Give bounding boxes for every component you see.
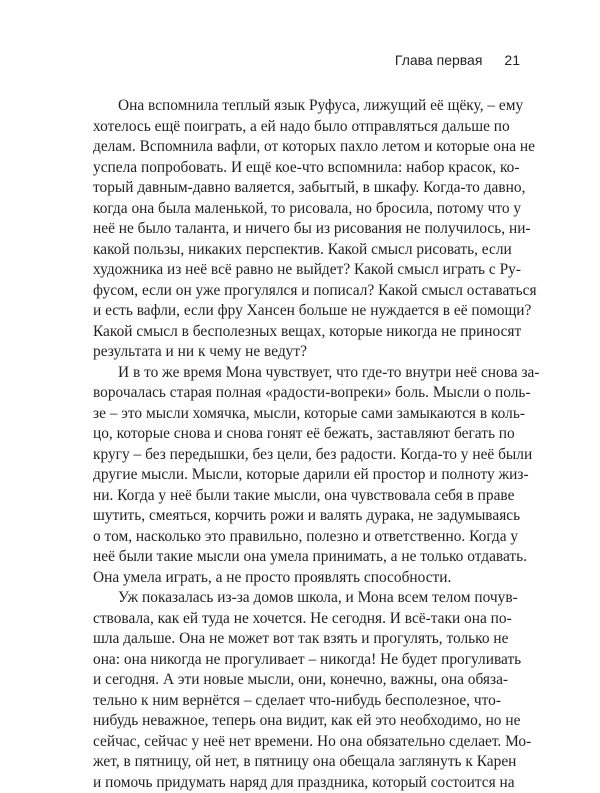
text-line: шла дальше. Она не может вот так взять и прогулять, только не xyxy=(93,629,494,650)
text-line: нибудь неважное, теперь она видит, как ей это необходимо, но не xyxy=(93,711,494,732)
text-line: ствовала, как ей туда не хочется. Не сегодня. И всё-таки она по- xyxy=(93,609,494,630)
text-line: сейчас, сейчас у неё нет времени. Но она обязательно сделает. Мо- xyxy=(93,732,494,753)
text-line: зе – это мысли хомячка, мысли, которые сами замыкаются в коль- xyxy=(93,404,494,425)
chapter-title: Глава первая xyxy=(395,52,483,68)
text-line: какой пользы, никаких перспектив. Какой смысл рисовать, если xyxy=(93,240,494,261)
paragraph xyxy=(93,363,494,589)
text-line: шутить, смеяться, корчить рожи и валять дурака, не задумываясь xyxy=(93,506,494,527)
page-number: 21 xyxy=(504,52,520,68)
text-line: цо, которые снова и снова гонят её бежать, заставляют бегать по xyxy=(93,424,494,445)
text-line: успела попробовать. И ещё кое-что вспомнила: набор красок, ко- xyxy=(93,158,494,179)
text-line: результата и ни к чему не ведут? xyxy=(93,342,494,363)
text-line: делам. Вспомнила вафли, от которых пахло летом и которые она не xyxy=(93,137,494,158)
text-line: о том, насколько это правильно, полезно и ответственно. Когда у xyxy=(93,527,494,548)
text-line: ни. Когда у неё были такие мысли, она чувствовала себя в праве xyxy=(93,486,494,507)
text-line: неё были такие мысли она умела принимать, а не только отдавать. xyxy=(93,547,494,568)
text-line: жет, в пятницу, ой нет, в пятницу она обещала заглянуть к Карен xyxy=(93,752,494,773)
text-line: хотелось ещё поиграть, а ей надо было отправляться дальше по xyxy=(93,117,494,138)
paragraph xyxy=(93,588,494,793)
text-line: фусом, если он уже прогулялся и пописал? Какой смысл оставаться xyxy=(93,281,494,302)
text-line: И в то же время Мона чувствует, что где-то внутри неё снова за- xyxy=(93,363,494,384)
text-line: неё не было таланта, и ничего бы из рисования не получилось, ни- xyxy=(93,219,494,240)
text-line: когда она была маленькой, то рисовала, но бросила, потому что у xyxy=(93,199,494,220)
text-line: Она умела играть, а не просто проявлять способности. xyxy=(93,568,494,589)
paragraph xyxy=(93,96,494,363)
text-line: торый давным-давно валяется, забытый, в шкафу. Когда-то давно, xyxy=(93,178,494,199)
text-line: другие мысли. Мысли, которые дарили ей простор и полноту жиз- xyxy=(93,465,494,486)
text-line: тельно к ним вернётся – сделает что-нибудь бесполезное, что- xyxy=(93,691,494,712)
text-line: она: она никогда не прогуливает – никогда! Не будет прогуливать xyxy=(93,650,494,671)
text-line: художника из неё всё равно не выйдет? Какой смысл играть с Ру- xyxy=(93,260,494,281)
text-line: Уж показалась из-за домов школа, и Мона всем телом почув- xyxy=(93,588,494,609)
text-line: ворочалась старая полная «радости-вопреки» боль. Мысли о поль- xyxy=(93,383,494,404)
running-head xyxy=(395,52,520,68)
body-text xyxy=(93,96,494,793)
text-line: кругу – без передышки, без цели, без радости. Когда-то у неё были xyxy=(93,445,494,466)
text-line: и есть вафли, если фру Хансен больше не нуждается в её помощи? xyxy=(93,301,494,322)
text-line: и сегодня. А эти новые мысли, они, конечно, важны, она обяза- xyxy=(93,670,494,691)
text-line: Она вспомнила теплый язык Руфуса, лижущий её щёку, – ему xyxy=(93,96,494,117)
text-line: Какой смысл в бесполезных вещах, которые никогда не приносят xyxy=(93,322,494,343)
text-line: и помочь придумать наряд для праздника, который состоится на xyxy=(93,773,494,793)
